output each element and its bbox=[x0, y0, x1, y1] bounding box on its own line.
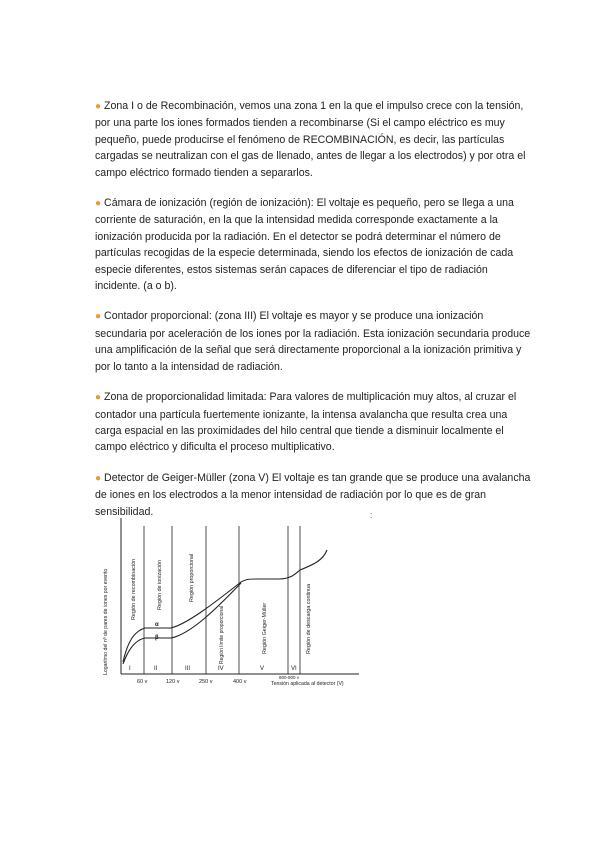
region-roman-II: II bbox=[154, 666, 158, 672]
bullet-icon: ● bbox=[95, 198, 102, 210]
x-axis-label: Tensión aplicada al detector (V) bbox=[271, 681, 344, 687]
region-roman-IV: IV bbox=[218, 666, 224, 672]
paragraph-ionization-chamber: ● Cámara de ionización (región de ionización): El voltaje es pequeño, pero se llega a una corriente de saturación, en la que la intensidad medida corresponde exactamente a la ionización producida por la radiación. En el detector se podrá determinar el número de partículas recogidas de la especie determinada, siendo los efectos de ionización de cada especie diferentes, estos sistemas serán capaces de diferenciar el tipo de radiación incidente. (a o b). bbox=[95, 197, 514, 293]
region-name-proportional: Región proporcional bbox=[189, 553, 195, 602]
x-tick-250: 250 v bbox=[199, 679, 213, 685]
x-tick-120: 120 v bbox=[166, 679, 180, 685]
gas-detector-regions-figure bbox=[95, 512, 385, 702]
bullet-icon: ● bbox=[95, 311, 102, 323]
paragraph-proportional-counter: ● Contador proporcional: (zona III) El voltaje es mayor y se produce una ionización secundaria por aceleración de los iones por la radiación. Esta ionización secundaria produce una amplificación de la señal que será directamente proporcional a la ionización primitiva y por lo tanto a la intensidad de radiación. bbox=[95, 310, 531, 373]
bullet-icon: ● bbox=[95, 101, 102, 112]
x-tick-800-900: 800-900 v bbox=[279, 675, 300, 680]
region-name-limited-proportional: Región límite proporcional bbox=[219, 605, 225, 664]
paragraph-limited-proportionality: ● Zona de proporcionalidad limitada: Para valores de multiplicación muy altos, al cruzar el contador una partícula fuertemente ionizante, la intensa avalancha que resulta crea una carga espacial en las proximidades del hilo central que tiende a disminuir localmente el campo eléctrico y dificulta el proceso multiplicativo. bbox=[95, 391, 517, 454]
region-name-geiger-muller: Región Geiger-Müller bbox=[262, 602, 268, 654]
bullet-icon: ● bbox=[95, 472, 102, 484]
x-tick-400: 400 v bbox=[233, 679, 247, 685]
region-roman-I: I bbox=[129, 666, 131, 672]
region-name-continuous-discharge: Región de descarga continua bbox=[306, 583, 312, 654]
paragraph-geiger-muller: ● Detector de Geiger-Müller (zona V) El voltaje es tan grande que se produce una avalancha de iones en los electrodos a la menor intensidad de radiación por lo que es de gran sensibilidad. bbox=[95, 471, 531, 518]
region-roman-VI: VI bbox=[291, 666, 297, 672]
beta-label: β bbox=[155, 635, 159, 641]
region-name-recombination: Región de recombinación bbox=[131, 558, 137, 620]
text-block bbox=[95, 98, 535, 534]
region-name-ionization: Región de ionización bbox=[157, 559, 163, 610]
region-roman-V: V bbox=[260, 666, 265, 672]
alpha-label: α bbox=[155, 622, 159, 628]
region-roman-III: III bbox=[185, 666, 191, 672]
paragraph-recombination: ● Zona I o de Recombinación, vemos una zona 1 en la que el impulso crece con la tensión, por una parte los iones formados tienden a recombinarse (Si el campo eléctrico es muy pequeño, puede producirse el fenómeno de RECOMBINACIÓN, es decir, las partículas cargadas se neutralizan con el gas de llenado, antes de llegar a los electrodos) y por otra el campo eléctrico formado tienden a separarlos. bbox=[95, 100, 526, 179]
alpha-curve bbox=[123, 550, 327, 662]
figure-svg bbox=[95, 512, 385, 702]
x-tick-60: 60 v bbox=[137, 679, 148, 685]
bullet-icon: ● bbox=[95, 392, 102, 404]
y-axis-label: Logaritmo del nº de pares de iones por evento bbox=[103, 568, 109, 675]
stray-mark: : bbox=[370, 510, 373, 520]
